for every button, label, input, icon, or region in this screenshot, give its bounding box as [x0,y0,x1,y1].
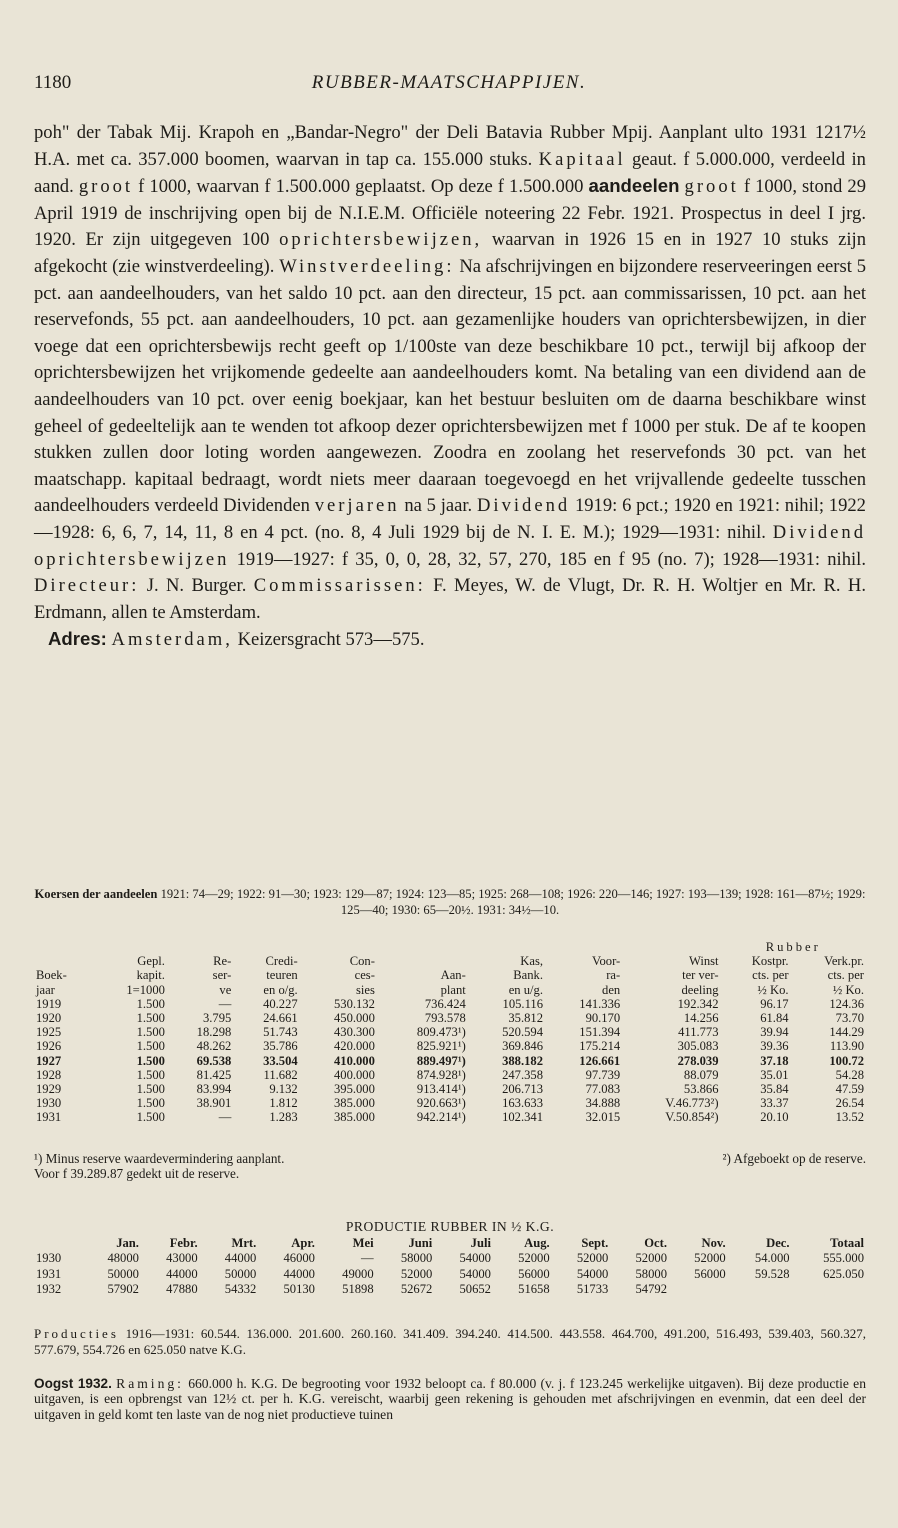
column-header: Juli [470,1236,491,1250]
kapitaal-label: Kapitaal [538,148,626,170]
table-notes [34,1152,866,1181]
column-header: ces- [354,968,375,983]
table-cell: 942.214¹) [416,1110,466,1125]
table-cell: 105.116 [502,996,543,1011]
adres-city: Amsterdam, [111,629,233,651]
column-header: Apr. [291,1236,315,1250]
table-cell: 1919 [36,996,62,1011]
running-title: RUBBER-MAATSCHAPPIJEN. [311,72,587,93]
groot-label: groot [78,176,134,198]
column-header: Dec. [766,1236,790,1250]
table-cell: 151.394 [579,1025,621,1040]
table-cell: 51658 [518,1282,550,1297]
body-paragraph [34,120,866,626]
column-header: teuren [266,968,298,983]
adres-label: Adres: [47,628,107,650]
table-cell: 77.083 [585,1082,621,1097]
table-header-row [34,1236,866,1251]
table-cell: 49000 [342,1266,374,1281]
koersen-section [34,886,866,918]
column-header: ½ Ko. [757,982,789,997]
column-header: plant [440,982,466,997]
table-cell: 100.72 [829,1053,864,1068]
table-cell: V.50.854²) [665,1110,719,1125]
table-cell: 73.70 [835,1011,864,1026]
table-cell: 113.90 [829,1039,864,1054]
column-header: Mei [352,1236,374,1250]
body-text: van deze beschikbare 10 pct., terwijl bij afkoop der oprichtersbewijzen het vrijkomende gedeelte aan aandeelhouders komt. Na betaling van een dividend aan de aandeelhouders van 10 pct. over eenig boekjaar, kan het bestuur besluiten om de daarna beschikbare winst geheel of gedeeltelijk aan te wenden tot afkoop dezer oprichtersbewijzen met f 1000 per stuk. De af te koopen stukken zullen door loting worden aangewezen. Zoodra en zoolang het reservefonds 30 pct. van het maatschapp. kapitaal bedraagt, wordt niets meer daaraan toegevoegd en het vrijvallende gedeelte tusschen aandeelhouders verdeeld [34,335,866,517]
table-cell: 1.500 [136,1082,165,1097]
column-header: Voor- [592,954,621,969]
commissarissen-label: Commissarissen: [253,575,426,597]
body-text: Na afschrijvingen en bijzondere reserveeringen eerst 5 pct. aan aandeelhouders, van het saldo 10 pct. aan den directeur, 15 pct. aan commissarissen, 10 pct. aan het reservefonds, 55 pct. aan aandeelhouders, 10 pct. aan gezamenlijke houders van oprichtersbewijzen, in dier voege dat een oprichtersbewijs recht geeft op [34,255,866,357]
body-text: 1919—1927: f 35, 0, 0, 28, 32, 57, 270, 185 en f 95 (no. 7); 1928—1931: nihil. [236,548,866,570]
table-cell: 1.500 [136,1067,165,1082]
page-number: 1180 [34,72,72,93]
table-cell: 14.256 [683,1011,719,1026]
aandeelen-label: aandeelen [588,175,680,197]
column-header: Bank. [513,968,543,983]
table-cell: 59.528 [754,1266,790,1281]
dividenden-text: Dividenden [223,495,310,517]
table-cell: 54000 [459,1266,491,1281]
column-header: kapit. [136,968,165,983]
table-cell: 305.083 [677,1039,719,1054]
column-header: jaar [36,982,55,997]
koersen-text: 1921: 74—29; 1922: 91—30; 1923: 129—87; 1924: 123—85; 1925: 268—108; 1926: 220—146; 1927: 193—139; 1928: 161—87½; 1929: 125—40; 1930: 65—20½. 1931: 34½—10. [160,887,866,917]
table-cell: 43000 [166,1251,198,1266]
table-cell: 69.538 [196,1053,232,1068]
table-cell: 388.182 [502,1053,543,1068]
table-cell: 44000 [166,1266,198,1281]
table-cell: 83.994 [196,1082,232,1097]
table-cell: 33.504 [263,1053,298,1068]
body-text: f 1000, stond 29 April 1919 de inschrijving open bij de N.I.E.M. Officiële noteering 22 Febr. 1921. Prospectus in deel I jrg. 1920. Er zijn uitgegeven 100 [34,176,866,251]
column-header: Re- [213,954,232,969]
table-cell: 175.214 [579,1039,621,1054]
table-cell: 530.132 [333,996,375,1011]
body-text: na 5 jaar. [404,495,473,517]
table-cell: 920.663¹) [416,1096,466,1111]
table-cell: 54000 [459,1251,491,1266]
table-cell: 913.414¹) [416,1082,466,1097]
column-header: ra- [606,968,621,983]
financial-table [34,940,866,1125]
table-header-row [34,954,866,968]
table-cell: 33.37 [760,1096,789,1111]
table-cell: 37.18 [760,1053,789,1068]
column-header: ser- [212,968,232,983]
table-cell: 44000 [224,1251,257,1266]
table-cell: 889.497¹) [416,1053,466,1068]
table-cell: 124.36 [829,996,864,1011]
table-cell: 395.000 [333,1082,375,1097]
table-cell: V.46.773²) [665,1096,719,1111]
table-cell: 163.633 [502,1096,543,1111]
column-header: Totaal [830,1236,864,1250]
verjaren-label: verjaren [314,495,400,517]
dividend-oprichters-label: Dividend oprichtersbewijzen [34,521,866,570]
table-cell: 58000 [635,1266,667,1281]
table-row [34,997,866,1011]
address-line [34,626,866,654]
oprichtersbewijzen-label: oprichtersbewijzen, [279,229,483,251]
table-cell: — [218,1110,232,1125]
table-cell: 58000 [400,1251,433,1266]
table-cell [792,1282,866,1297]
column-header: deeling [681,982,719,997]
table-cell: 1931 [36,1110,62,1125]
table-cell: 47.59 [835,1082,864,1097]
financial-table-body [34,997,866,1125]
table-cell: 46000 [283,1251,315,1266]
table-cell: 39.94 [760,1025,789,1040]
table-cell: 411.773 [678,1025,719,1040]
column-header: ½ Ko. [832,982,864,997]
table-cell: 793.578 [424,1011,466,1026]
table-cell: 144.29 [829,1025,864,1040]
fraction: 1/100ste [393,335,457,357]
table-cell: 40.227 [263,996,298,1011]
table-cell: 48.262 [196,1039,232,1054]
column-header [377,954,468,968]
production-table-title: PRODUCTIE RUBBER IN ½ K.G. [345,1219,555,1234]
koersen-label: Koersen der aandeelen [34,887,158,901]
table-cell: 52000 [518,1251,550,1266]
table-cell: 369.846 [502,1039,543,1054]
oogst-section [34,1376,866,1422]
table-cell: 26.54 [835,1096,864,1111]
table-cell: 53.866 [683,1082,719,1097]
table-cell: 1930 [36,1096,62,1111]
column-header: Mrt. [231,1236,257,1250]
column-header: Gepl. [137,954,165,969]
footnote-3: Voor f 39.289.87 gedekt uit de reserve. [34,1165,240,1181]
body-text: f 1000, waarvan f 1.500.000 geplaatst. Op deze f 1.500.000 [138,176,584,198]
column-header: Aan- [440,968,466,983]
table-cell: 385.000 [333,1110,375,1125]
table-header-row [34,983,866,997]
table-cell: 3.795 [202,1011,232,1026]
table-cell: 54.000 [754,1251,790,1266]
rubber-header: Rubber [765,940,821,954]
body-text: 1919: 6 pct.; 1920 en 1921: nihil; 1922—1928: 6, 6, 7, 14, 11, 8 en 4 pct. (no. 8, 4 Juli 1929 bij de N. I. E. M.); 1929—1931: nihil. [34,495,866,543]
oogst-text: 660.000 h. K.G. De begrooting voor 1932 beloopt ca. f 80.000 (v. j. f 123.245 werkelijke uitgaven). Bij deze productie en uitgaven, is een opbrengst van 12½ ct. per h. K.G. vereischt, waarbij geen rekening is gehouden met afschrijvingen en evenmin, dat een deel der uitgaven in geld komt ten laste van de nog niet productieve tuinen [34,1376,867,1422]
table-cell: 54.28 [835,1067,864,1082]
table-cell: 450.000 [333,1011,375,1026]
column-header: Winst [688,954,719,969]
table-cell: 56000 [518,1266,550,1281]
table-row [34,1025,866,1039]
table-cell: 1931 [36,1266,62,1281]
table-cell: 50000 [107,1266,139,1281]
column-header: Aug. [524,1236,550,1250]
production-table-body [34,1251,866,1297]
table-cell: 57902 [107,1282,139,1297]
table-cell: 13.52 [835,1110,864,1125]
table-cell: 51898 [342,1282,374,1297]
table-cell: 97.739 [585,1067,621,1082]
table-cell: 35.786 [263,1039,298,1054]
producties-text: 1916—1931: 60.544. 136.000. 201.600. 260.160. 341.409. 394.240. 414.500. 443.558. 464.700, 491.200, 516.493, 539.403, 560.327, 577.679, 554.726 en 625.050 natve K.G. [34,1326,866,1357]
page-header [34,72,864,98]
table-cell: 1928 [36,1067,62,1082]
table-cell: 52672 [400,1282,433,1297]
table-cell: 1.283 [269,1110,298,1125]
column-header: Oct. [644,1236,667,1250]
table-cell: 1.500 [136,1096,165,1111]
table-cell: 96.17 [760,996,789,1011]
groot-label: groot [684,176,739,198]
column-header: Credi- [265,954,298,969]
table-cell: 47880 [166,1282,198,1297]
table-cell: 38.901 [196,1096,232,1111]
dividend-label: Dividend [476,495,571,517]
table-row [34,1039,866,1053]
table-cell: 1929 [36,1082,62,1097]
table-cell: 736.424 [424,996,466,1011]
body-text: geaut. f 5.000.000, verdeeld in aand. [34,148,866,198]
table-cell: 11.682 [263,1067,298,1082]
table-cell: 1.812 [269,1096,298,1111]
table-row [34,1110,866,1124]
table-row [34,1082,866,1096]
column-header: Boek- [36,968,67,983]
table-cell: 81.425 [196,1067,232,1082]
table-header-row [34,968,866,982]
column-header [34,954,94,968]
table-cell: 420.000 [333,1039,375,1054]
table-cell: 52000 [694,1251,726,1266]
column-header: 1=1000 [126,982,165,997]
table-cell: 32.015 [585,1110,621,1125]
table-cell: 54792 [635,1282,667,1297]
table-cell: 385.000 [333,1096,375,1111]
table-cell: 18.298 [196,1025,232,1040]
directeur-label: Directeur: [34,575,140,597]
table-cell: 51.743 [263,1025,298,1040]
footnote-2: ²) Afgeboekt op de reserve. [722,1151,866,1166]
column-header: Sept. [581,1236,609,1250]
column-header: Kas, [520,954,543,969]
oogst-label: Oogst 1932. [34,1376,112,1391]
notes-line [34,1152,866,1167]
table-cell: 102.341 [502,1110,543,1125]
table-cell: 56000 [694,1266,726,1281]
table-cell: 1926 [36,1039,62,1054]
table-cell: 874.928¹) [416,1067,466,1082]
table-row [34,1096,866,1110]
table-cell: 20.10 [760,1110,789,1125]
table-cell: 34.888 [585,1096,621,1111]
table-cell: 61.84 [760,1011,789,1026]
table-cell: 24.661 [263,1011,298,1026]
table-cell: 400.000 [333,1067,375,1082]
column-header: Nov. [701,1236,726,1250]
table-cell: 50652 [459,1282,491,1297]
table-cell: 247.358 [502,1067,543,1082]
producties-section [34,1326,866,1357]
body-text: F. Meyes, W. de Vlugt, Dr. R. H. Woltjer en Mr. R. H. Erdmann, allen te Amsterdam. [34,575,866,623]
column-header: cts. per [752,968,789,983]
column-header: cts. per [827,968,864,983]
rubber-header-row [34,940,866,954]
adres-street: Keizersgracht 573—575. [237,629,425,651]
table-row [34,1282,866,1297]
table-cell: 35.01 [760,1067,789,1082]
table-cell: 1.500 [136,1011,165,1026]
producties-label: Producties [34,1326,119,1341]
body-text: poh" der Tabak Mij. Krapoh en „Bandar-Negro" der Deli Batavia Rubber Mpij. Aanplant ulto 1931 1217½ H.A. met ca. 357.000 boomen, waarvan in tap ca. 155.000 stuks. [34,122,866,170]
table-cell: 9.132 [269,1082,298,1097]
table-cell: 52000 [400,1266,433,1281]
column-header: sies [356,982,375,997]
table-cell [669,1282,728,1297]
table-cell [728,1282,792,1297]
table-cell: 1.500 [136,996,165,1011]
table-cell: — [218,996,232,1011]
column-header: ve [219,982,232,997]
table-cell: 809.473¹) [416,1025,466,1040]
table-cell: 1.500 [136,1053,165,1068]
column-header: ter ver- [682,968,719,983]
table-cell: 1.500 [136,1025,165,1040]
table-row [34,1011,866,1025]
table-cell: 54332 [224,1282,257,1297]
table-row [34,1267,866,1282]
column-header: en o/g. [263,982,298,997]
table-cell: 1925 [36,1025,62,1040]
table-cell: 50130 [283,1282,315,1297]
table-cell: 520.594 [502,1025,543,1040]
table-cell: 1.500 [136,1110,165,1125]
raming-label: Raming: [116,1376,184,1391]
table-cell: 206.713 [502,1082,543,1097]
company-description [34,120,866,654]
table-cell: 54000 [576,1266,609,1281]
table-cell: 625.050 [823,1266,864,1281]
table-cell: 48000 [107,1251,139,1266]
table-row [34,1068,866,1082]
table-row [34,1054,866,1068]
table-cell: 35.812 [508,1011,543,1026]
table-cell: 50000 [224,1266,257,1281]
table-cell: 52000 [635,1251,667,1266]
table-cell: 52000 [576,1251,609,1266]
table-cell: 825.921¹) [416,1039,466,1054]
table-cell: 1920 [36,1011,62,1026]
table-cell: 51733 [576,1282,609,1297]
table-cell: — [361,1251,374,1266]
table-cell: 1932 [36,1282,62,1297]
table-cell: 1930 [36,1251,62,1266]
column-header: Juni [408,1236,433,1250]
table-cell: 278.039 [677,1053,719,1068]
body-text: waarvan in 1926 15 en in 1927 10 stuks zijn afgekocht (zie winstverdeeling). [34,229,866,277]
table-cell: 90.170 [585,1011,621,1026]
table-cell: 430.300 [333,1025,375,1040]
winstverdeeling-label: Winstverdeeling: [279,255,455,277]
table-cell: 126.661 [579,1053,621,1068]
column-header: Kostpr. [751,954,789,969]
column-header: en u/g. [508,982,543,997]
table-cell: 88.079 [683,1067,719,1082]
column-header: den [602,982,621,997]
table-cell: 1.500 [136,1039,165,1054]
table-cell: 1927 [36,1053,62,1068]
column-header: Febr. [169,1236,198,1250]
table-cell: 192.342 [677,996,719,1011]
table-cell: 410.000 [333,1053,375,1068]
table-cell: 39.36 [760,1039,789,1054]
footnote-1: ¹) Minus reserve waardevermindering aanplant. [34,1151,285,1166]
body-text: J. N. Burger. [146,575,247,597]
table-cell: 555.000 [823,1251,864,1266]
production-table [34,1236,866,1298]
column-header: Jan. [116,1236,139,1250]
column-header [34,1236,82,1251]
column-header: Verk.pr. [824,954,864,969]
table-row [34,1251,866,1266]
table-cell: 141.336 [579,996,621,1011]
table-cell: 35.84 [760,1082,789,1097]
table-cell: 44000 [283,1266,315,1281]
column-header: Con- [349,954,375,969]
